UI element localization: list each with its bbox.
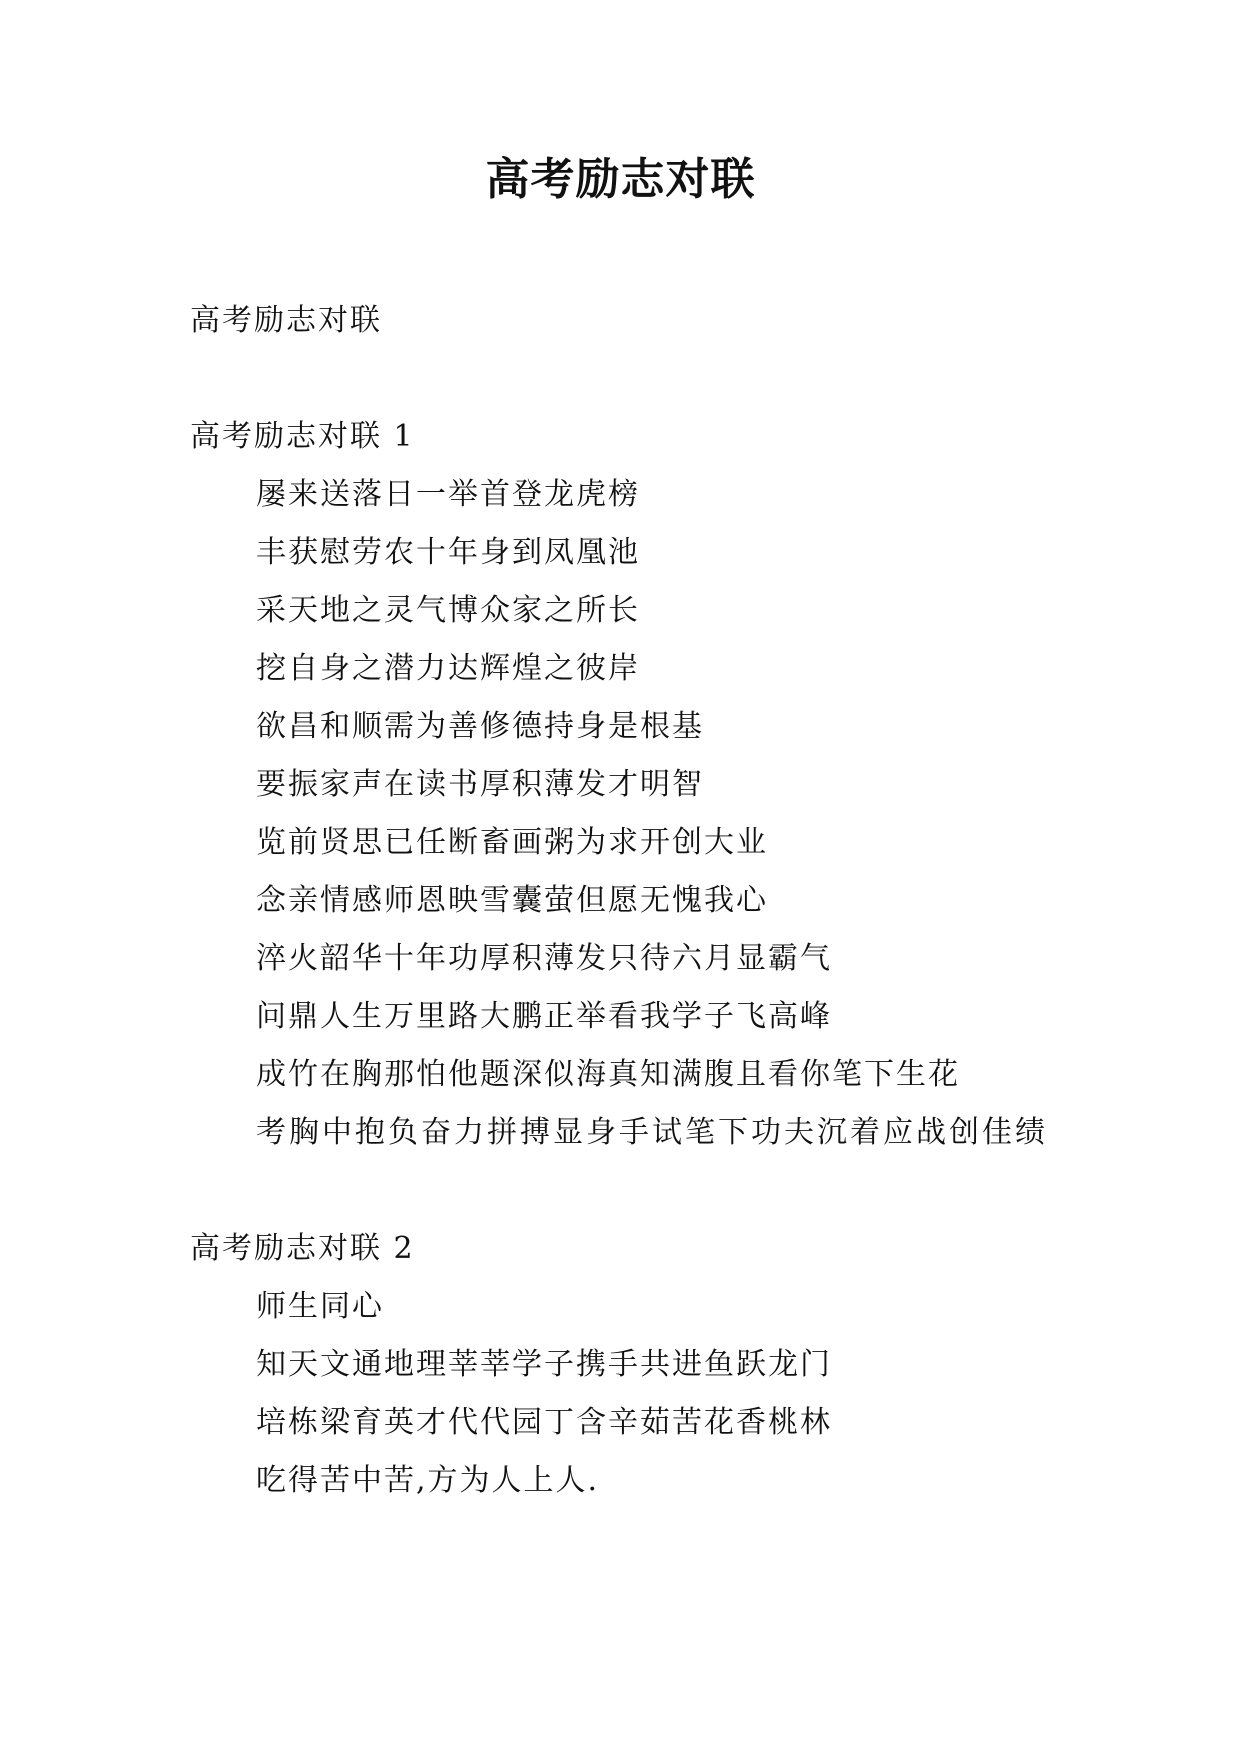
couplet-line: 挖自身之潜力达辉煌之彼岸 [256,651,640,686]
couplet-line: 知天文通地理莘莘学子携手共进鱼跃龙门 [256,1347,832,1382]
couplet-line: 采天地之灵气博众家之所长 [256,593,640,628]
intro-paragraph: 高考励志对联 [190,303,382,338]
couplet-line: 要振家声在读书厚积薄发才明智 [256,767,704,802]
document-body [190,292,1070,1510]
couplet-line: 念亲情感师恩映雪囊萤但愿无愧我心 [256,883,768,918]
section-2-heading: 高考励志对联 2 [190,1231,415,1266]
couplet-line: 培栋梁育英才代代园丁含辛茹苦花香桃林 [256,1405,832,1440]
paragraph-gap [190,350,1070,408]
document-title: 高考励志对联 [485,154,756,205]
couplet-line: 问鼎人生万里路大鹏正举看我学子飞高峰 [256,999,832,1034]
paragraph-gap [190,1162,1070,1220]
couplet-line: 丰获慰劳农十年身到凤凰池 [256,535,640,570]
couplet-line: 淬火韶华十年功厚积薄发只待六月显霸气 [256,941,832,976]
couplet-line: 屡来送落日一举首登龙虎榜 [256,477,640,512]
couplet-line: 吃得苦中苦,方为人上人. [256,1463,600,1498]
couplet-line: 成竹在胸那怕他题深似海真知满腹且看你笔下生花 [256,1057,960,1092]
couplet-line: 欲昌和顺需为善修德持身是根基 [256,709,704,744]
couplet-line: 师生同心 [256,1289,384,1324]
couplet-line-wrapped: 考胸中抱负奋力拼搏显身手试笔下功夫沉着应战创佳绩 [256,1115,1048,1150]
section-1-heading: 高考励志对联 1 [190,419,415,454]
couplet-line: 览前贤思已任断畜画粥为求开创大业 [256,825,768,860]
